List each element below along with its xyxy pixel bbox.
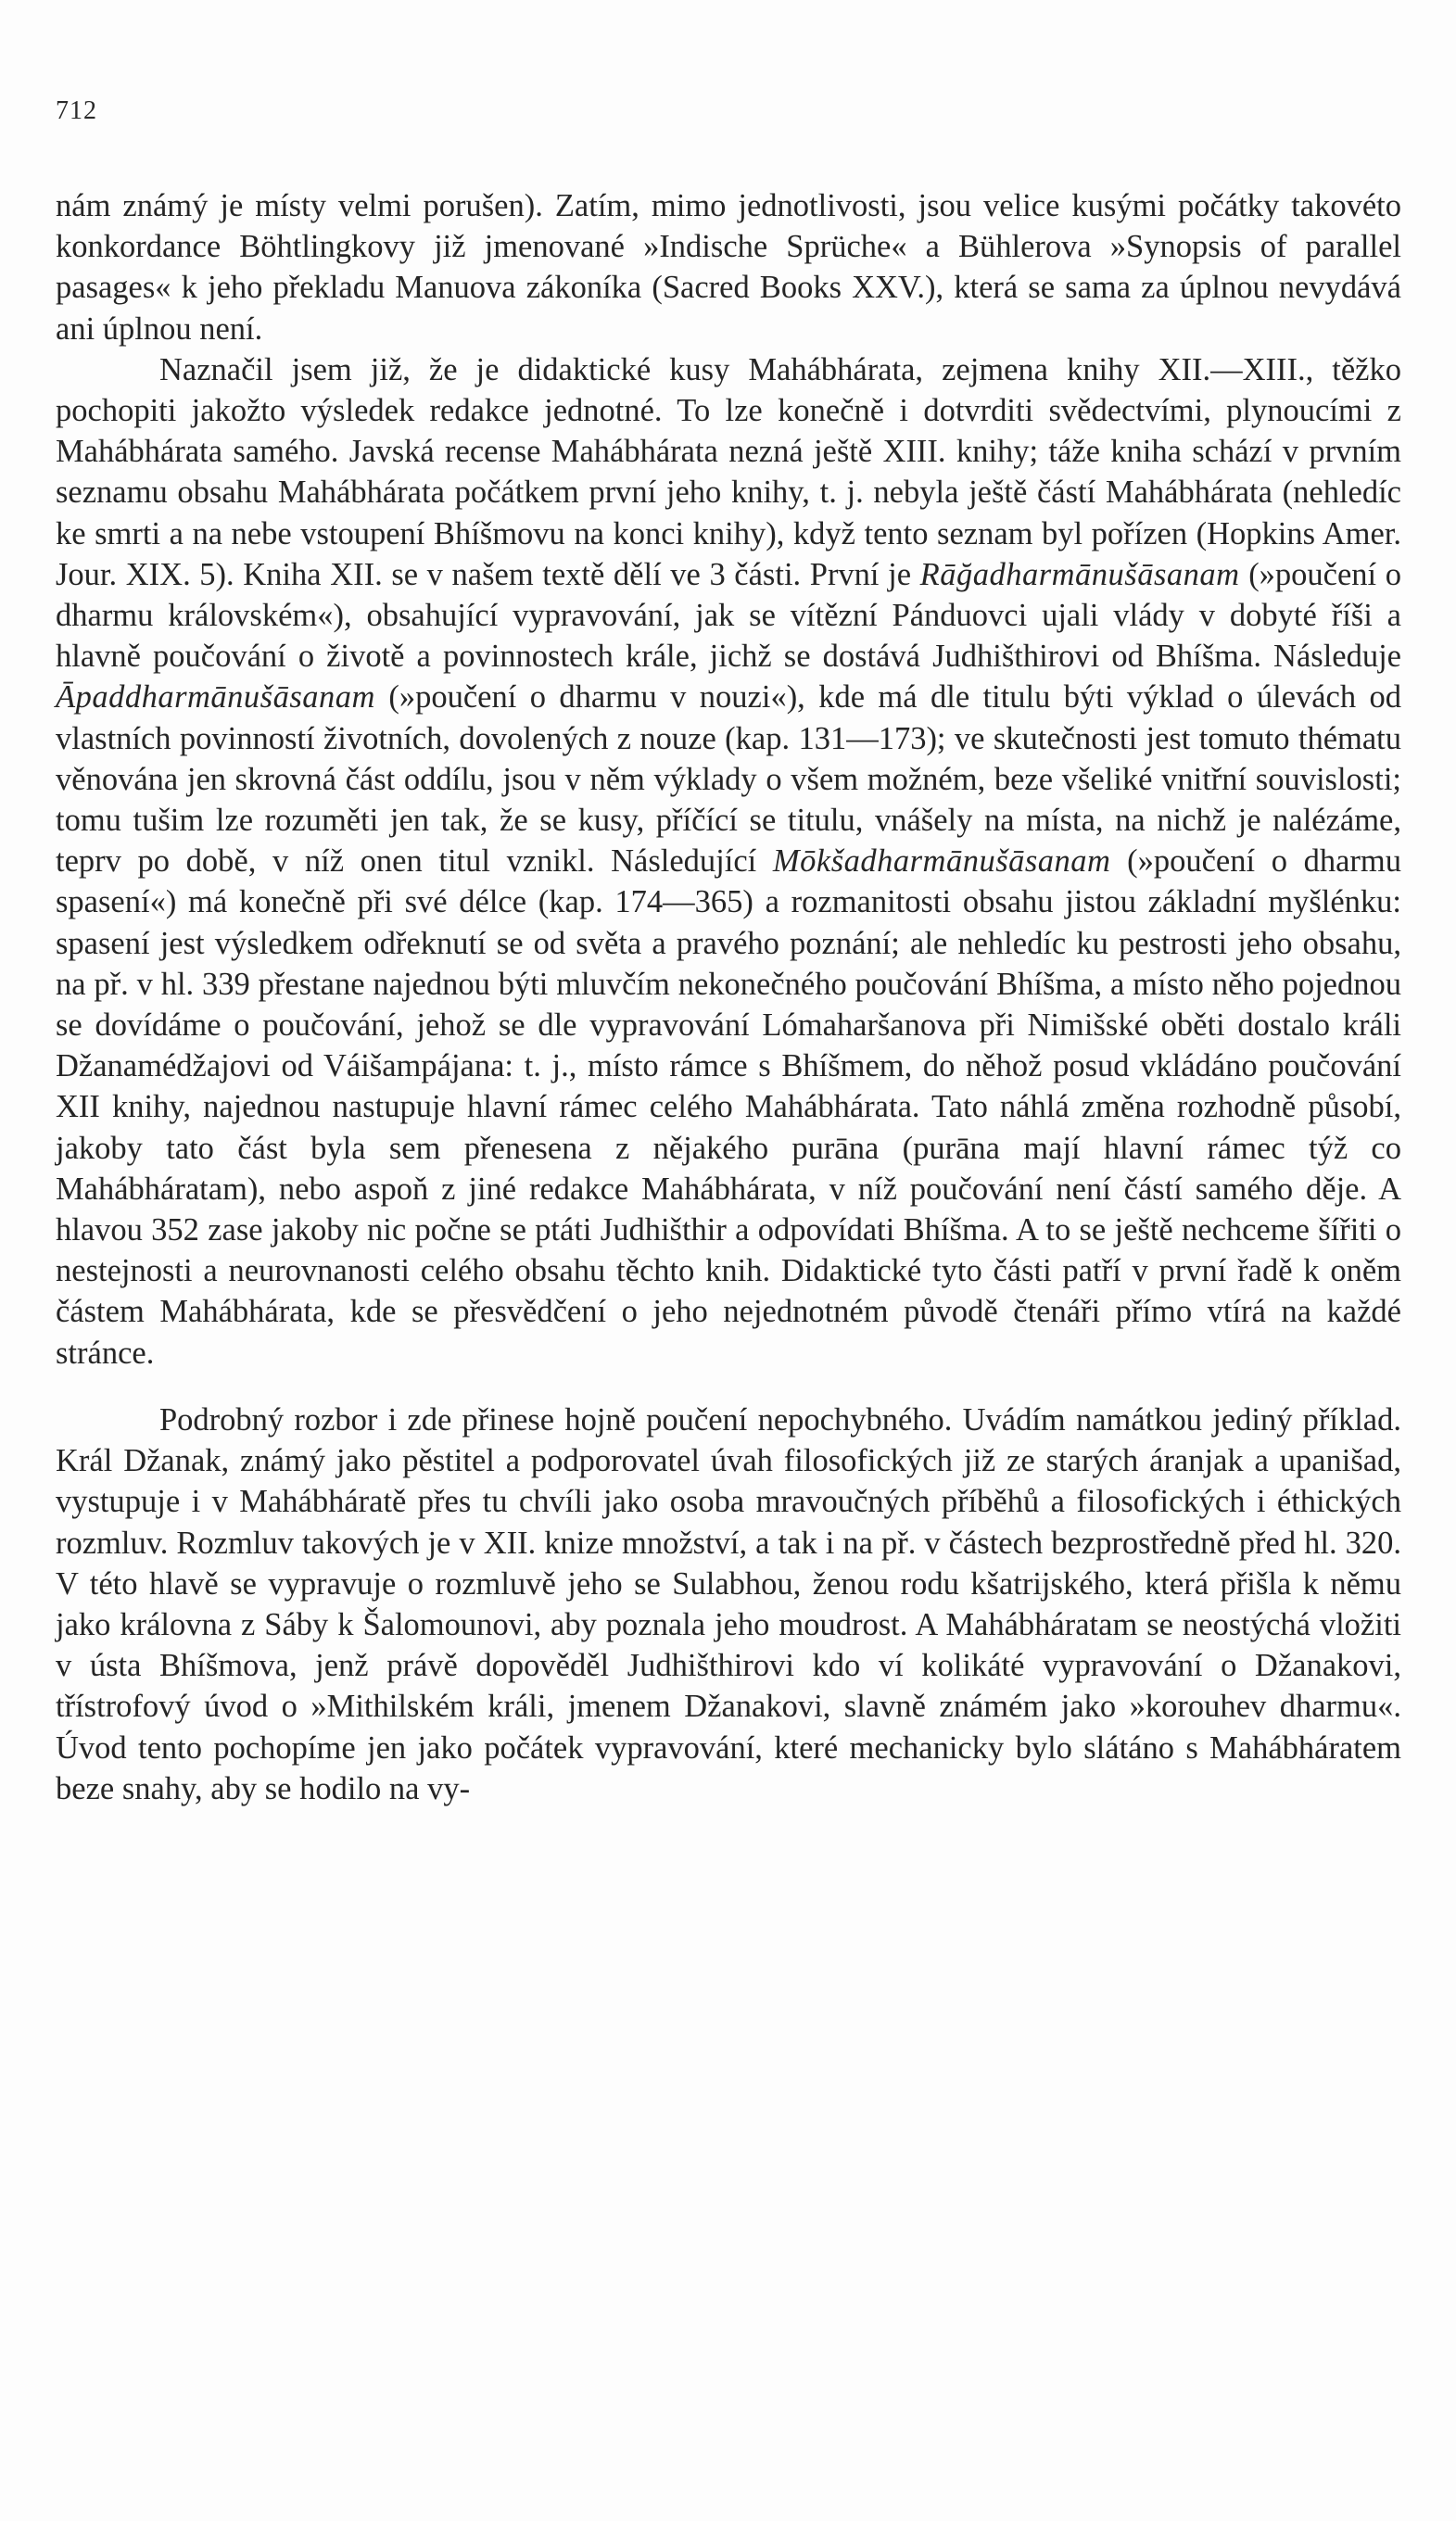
body-text [56, 185, 1401, 1809]
text-run: (»poučení o dharmu královském«), obsahující vypravování, jak se vítězní Pánduovci ujali vlády v dobyté říši a hlavně poučování o životě a povinnostech krále, jichž se dostává Judhišthirovi od Bhíšma. Následuje [56, 556, 1401, 675]
paragraph-1 [56, 185, 1401, 349]
section-title: Āpaddharmānušāsanam [56, 679, 375, 716]
paragraph-3 [56, 1400, 1401, 1809]
section-title: Rāğadharmānušāsanam [919, 556, 1240, 592]
page-number: 712 [56, 96, 97, 125]
paragraph-2 [56, 349, 1401, 1374]
text-run: Podrobný rozbor i zde přinese hojně poučení nepochybného. Uvádím namátkou jediný příklad. Král Džanak, známý jako pěstitel a podporovatel úvah filosofických již ze starých áranjak a upanišad, vystupuje i v Mahábháratě přes tu chvíli jako osoba mravoučných příběhů a filosofických i éthických rozmluv. Rozmluv takových je v XII. knize množství, a tak i na př. v částech bezprostředně před hl. 320. V této hlavě se vypravuje o rozmluvě jeho se Sulabhou, ženou rodu kšatrijského, která přišla k němu jako královna z Sáby k Šalomounovi, aby poznala jeho moudrost. A Mahábháratam se neostýchá vložiti v ústa Bhíšmova, jenž právě dopověděl Judhišthirovi kdo ví kolikáté vypravování o Džanakovi, třístrofový úvod o »Mithilském králi, jmenem Džanakovi, slavně známém jako »korouhev dharmu«. Úvod tento pochopíme jen jako počátek vypravování, které mechanicky bylo slátáno s Mahábháratem beze snahy, aby se hodilo na vy- [56, 1401, 1401, 1806]
text-run: (»poučení o dharmu spasení«) má konečně při své délce (kap. 174—365) a rozmanitosti obsahu jistou základní myšlénku: spasení jest výsledkem odřeknutí se od světa a pravého poznání; ale nehledíc ku pestrosti jeho obsahu, na př. v hl. 339 přestane najednou býti mluvčím nekonečného poučování Bhíšma, a místo něho pojednou se dovídáme o poučování, jehož se dle vypravování Lómaharšanova při Nimišské oběti dostalo králi Džanamédžajovi od Váišampájana: t. j., místo rámce s Bhíšmem, do něhož posud vkládáno poučování XII knihy, najednou nastupuje hlavní rámec celého Mahábhárata. Tato náhlá změna rozhodně působí, jakoby tato část byla sem přenesena z nějakého purāna (purāna mají hlavní rámec týž co Mahábháratam), nebo aspoň z jiné redakce Mahábhárata, v níž poučování není částí samého děje. A hlavou 352 zase jakoby nic počne se ptáti Judhišthir a odpovídati Bhíšma. A to se ještě nechceme šířiti o nestejnosti a neurovnanosti celého obsahu těchto knih. Didaktické tyto části patří v první řadě k oněm částem Mahábhárata, kde se přesvědčení o jeho nejednotném původě čtenáři přímo vtírá na každé stránce. [56, 843, 1401, 1371]
text-run: Naznačil jsem již, že je didaktické kusy Mahábhárata, zejmena knihy XII.—XIII., těžko pochopiti jakožto výsledek redakce jednotné. To lze konečně i dotvrditi svědectvími, plynoucími z Mahábhárata samého. Javská recense Mahábhárata nezná ještě XIII. knihy; táže kniha schází v prvním seznamu obsahu Mahábhárata počátkem první jeho knihy, t. j. nebyla ještě částí Mahábhárata (nehledíc ke smrti a na nebe vstoupení Bhíšmovu na konci knihy), když tento seznam byl pořízen (Hopkins Amer. Jour. XIX. 5). Kniha XII. se v našem textě dělí ve 3 části. První je [56, 351, 1401, 592]
text-run: (»poučení o dharmu v nouzi«), kde má dle titulu býti výklad o úlevách od vlastních povinností životních, dovolených z nouze (kap. 131—173); ve skutečnosti jest tomuto thématu věnována jen skrovná část oddílu, jsou v něm výklady o všem možném, beze všeliké vnitřní souvislosti; tomu tušim lze rozuměti jen tak, že se kusy, příčící se titulu, vnášely na místa, na nichž je nalézáme, teprv po době, v níž onen titul vznikl. Následující [56, 679, 1401, 880]
section-title: Mōkšadharmānušāsanam [772, 843, 1111, 880]
text-run: nám známý je místy velmi porušen). Zatím, mimo jednotlivosti, jsou velice kusými počátky takovéto konkordance Böhtlingkovy již jmenované »Indische Sprüche« a Bühlerova »Synopsis of parallel pasages« k jeho překladu Manuova zákoníka (Sacred Books XXV.), která se sama za úplnou nevydává ani úplnou není. [56, 188, 1401, 347]
